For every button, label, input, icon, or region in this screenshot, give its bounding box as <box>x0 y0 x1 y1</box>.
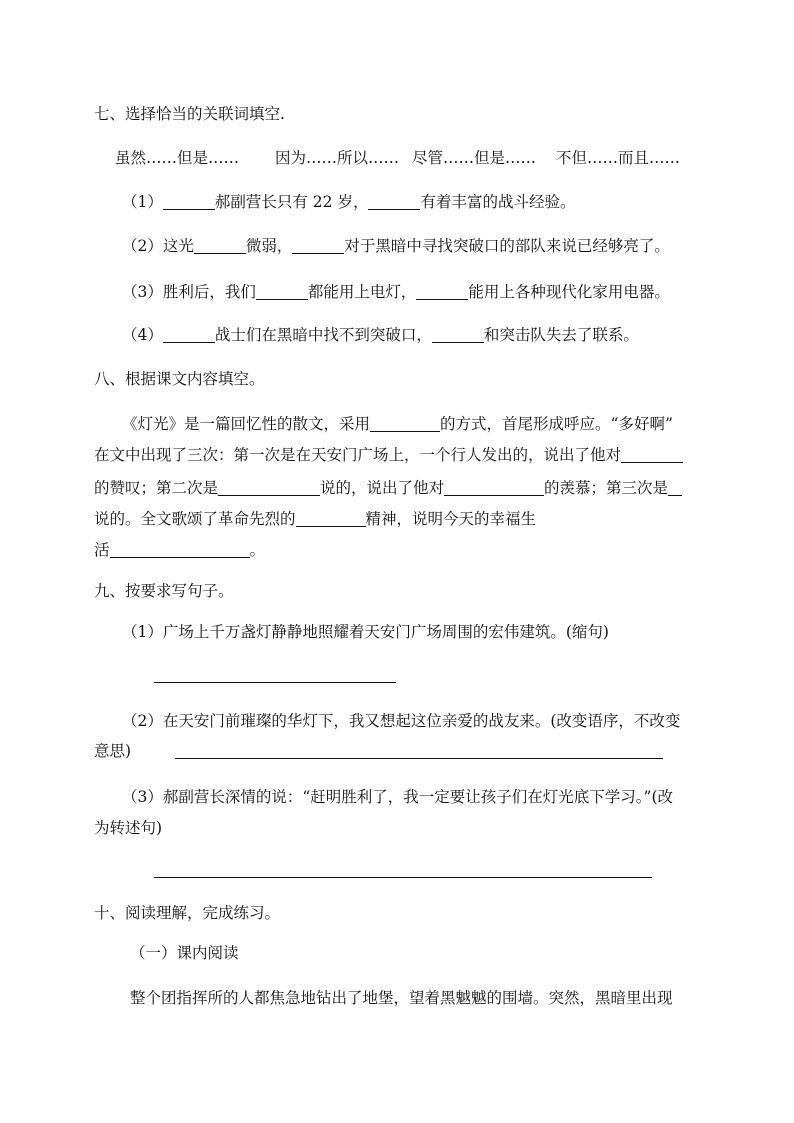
section-8-line-2 <box>94 445 683 465</box>
paragraph-text: 的方式，首尾形成呼应。“多好啊” <box>440 415 673 433</box>
option-2: 因为……所以…… <box>275 149 400 167</box>
question-9-1: （1）广场上千万盏灯静静地照耀着天安门广场周围的宏伟建筑。(缩句) <box>122 623 609 641</box>
answer-blank[interactable] <box>256 283 308 300</box>
question-9-2: （2）在天安门前璀璨的华灯下，我又想起这位亲爱的战友来。(改变语序，不改变 <box>122 712 681 730</box>
section-8-line-1 <box>122 414 673 434</box>
option-4: 不但……而且…… <box>556 149 681 167</box>
answer-blank[interactable] <box>444 479 544 496</box>
paragraph-text: 。 <box>249 541 266 559</box>
section-10-subtitle: （一）课内阅读 <box>130 944 239 962</box>
answer-blank[interactable] <box>194 237 246 254</box>
question-text: 战士们在黑暗中找不到突破口， <box>214 326 432 344</box>
option-3: 尽管……但是…… <box>412 149 537 167</box>
question-7-4 <box>122 325 639 345</box>
section-8-title: 八、根据课文内容填空。 <box>94 370 265 388</box>
option-1: 虽然……但是…… <box>115 149 240 167</box>
answer-line[interactable] <box>175 758 663 759</box>
question-text: 胜利后，我们 <box>162 283 256 301</box>
section-8-line-5 <box>94 540 265 560</box>
question-7-3 <box>122 282 670 302</box>
paragraph-text: 精神，说明今天的幸福生 <box>365 510 537 528</box>
answer-blank[interactable] <box>110 541 250 558</box>
answer-blank[interactable] <box>432 326 484 343</box>
answer-blank[interactable] <box>370 415 440 432</box>
answer-blank[interactable] <box>416 283 468 300</box>
answer-blank[interactable] <box>163 193 215 210</box>
answer-blank[interactable] <box>292 237 344 254</box>
paragraph-text: 《灯光》是一篇回忆性的散文，采用 <box>122 415 371 433</box>
question-text: 这光 <box>162 237 194 255</box>
question-text: 微弱， <box>245 237 293 255</box>
question-9-3-cont: 为转述句) <box>94 819 163 837</box>
question-text: 有着丰富的战斗经验。 <box>420 193 576 211</box>
section-9-title: 九、按要求写句子。 <box>94 582 234 600</box>
paragraph-text: 在文中出现了三次：第一次是在天安门广场上，一个行人发出的，说出了他对 <box>94 446 622 464</box>
reading-paragraph: 整个团指挥所的人都焦急地钻出了地堡，望着黑魆魆的围墙。突然，黑暗里出现 <box>130 989 673 1007</box>
answer-blank[interactable] <box>296 510 366 527</box>
question-number: （4） <box>122 326 163 344</box>
answer-blank[interactable] <box>621 446 683 463</box>
paragraph-text: 的赞叹；第二次是 <box>94 479 219 497</box>
question-text: 郝副营长只有 22 岁， <box>214 193 369 211</box>
section-8-line-4 <box>94 509 536 529</box>
question-text: 能用上各种现代化家用电器。 <box>468 283 670 301</box>
question-7-2 <box>122 236 670 256</box>
paragraph-text: 说的。全文歌颂了革命先烈的 <box>94 510 296 528</box>
paragraph-text: 说的，说出了他对 <box>320 479 445 497</box>
question-number: （1） <box>122 193 163 211</box>
section-10-title: 十、阅读理解，完成练习。 <box>94 904 281 922</box>
question-7-1 <box>122 192 575 212</box>
question-text: 对于黑暗中寻找突破口的部队来说已经够亮了。 <box>344 237 670 255</box>
paragraph-text: 活 <box>94 541 110 559</box>
answer-blank[interactable] <box>368 193 420 210</box>
answer-blank[interactable] <box>163 326 215 343</box>
section-7-title: 七、选择恰当的关联词填空. <box>94 105 285 123</box>
question-number: （3） <box>122 283 163 301</box>
question-text: 都能用上电灯， <box>307 283 417 301</box>
question-text: 和突击队失去了联系。 <box>483 326 639 344</box>
section-8-line-3 <box>94 478 682 498</box>
question-number: （2） <box>122 237 163 255</box>
question-9-2-cont: 意思) <box>94 742 132 760</box>
answer-blank[interactable] <box>668 479 682 496</box>
question-9-3: （3）郝副营长深情的说：“赶明胜利了，我一定要让孩子们在灯光底下学习。”(改 <box>122 788 674 806</box>
answer-line[interactable] <box>154 682 396 683</box>
answer-blank[interactable] <box>218 479 320 496</box>
answer-line[interactable] <box>154 877 652 878</box>
paragraph-text: 的羡慕；第三次是 <box>544 479 669 497</box>
